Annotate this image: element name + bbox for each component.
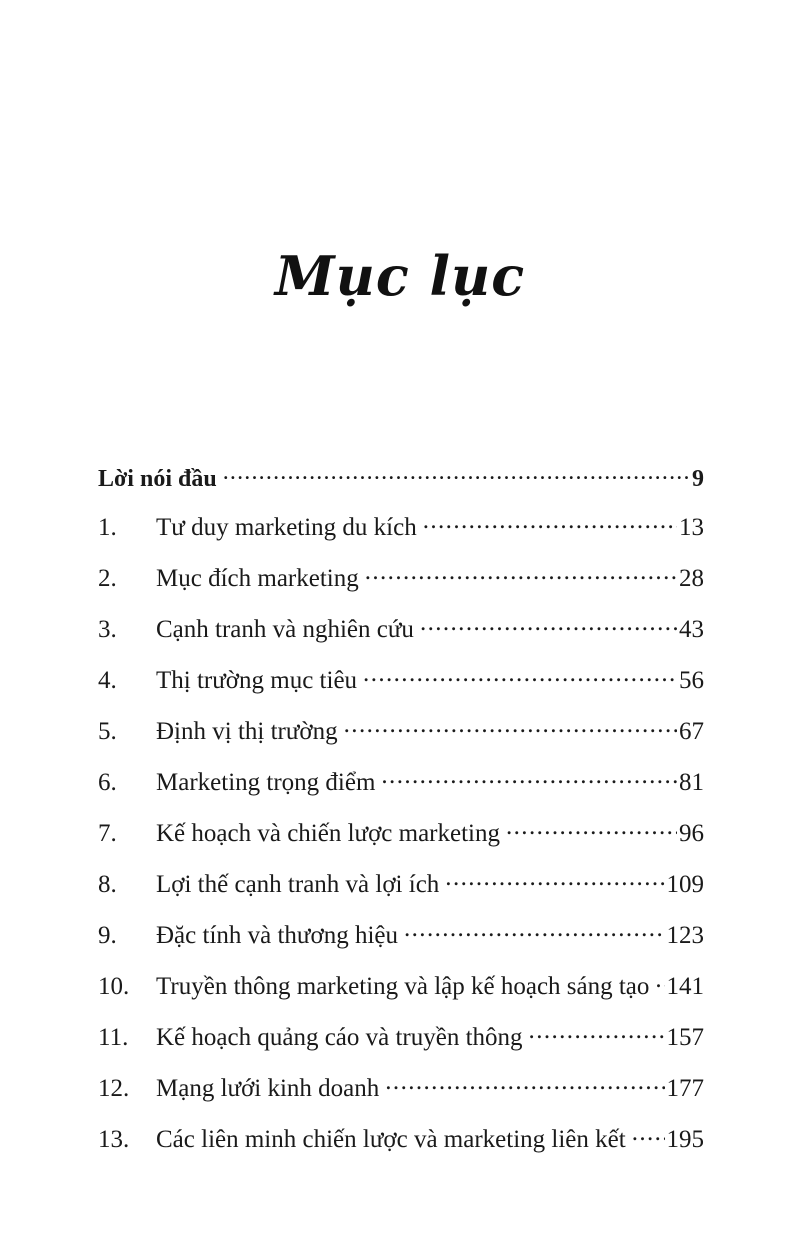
- toc-entry[interactable]: [98, 867, 704, 918]
- toc-entry-number: 12.: [98, 1075, 130, 1102]
- toc-entry-page-number: 157: [666, 1024, 704, 1051]
- toc-leader-dots: [506, 816, 677, 841]
- toc-entry-number: 13.: [98, 1126, 130, 1153]
- toc-leader-dots: [365, 561, 677, 586]
- toc-entry-page-number: 96: [679, 820, 704, 847]
- page-title: Mục lục: [274, 244, 526, 308]
- toc-entry[interactable]: [98, 510, 704, 561]
- toc-entry[interactable]: [98, 918, 704, 969]
- toc-entry-page-number: 177: [666, 1075, 704, 1102]
- toc-entry-label: Marketing trọng điểm: [156, 769, 376, 796]
- toc-entry-page-number: 67: [679, 718, 704, 745]
- toc-leader-dots: [363, 663, 677, 688]
- toc-entry-number: 11.: [98, 1024, 129, 1051]
- toc-entry[interactable]: [98, 714, 704, 765]
- toc-entry-number: 9.: [98, 922, 117, 949]
- toc-entry[interactable]: [98, 462, 704, 510]
- toc-entry-page-number: 56: [679, 667, 704, 694]
- toc-leader-dots: [223, 462, 690, 486]
- toc-entry-number: 1.: [98, 514, 117, 541]
- toc-entry-page-number: 28: [679, 565, 704, 592]
- toc-entry-label: Truyền thông marketing và lập kế hoạch sáng tạo: [156, 973, 650, 1000]
- toc-entry[interactable]: [98, 969, 704, 1020]
- toc-entry[interactable]: [98, 1071, 704, 1122]
- toc-entry[interactable]: [98, 561, 704, 612]
- toc-entry-page-number: 9: [692, 466, 704, 492]
- toc-leader-dots: [420, 612, 677, 637]
- toc-entry-number: 4.: [98, 667, 117, 694]
- toc-entry-page-number: 81: [679, 769, 704, 796]
- toc-entry[interactable]: [98, 816, 704, 867]
- toc-leader-dots: [344, 714, 677, 739]
- toc-entry-label: Mạng lưới kinh doanh: [156, 1075, 380, 1102]
- table-of-contents-list: [98, 462, 704, 1173]
- toc-entry[interactable]: [98, 1122, 704, 1173]
- toc-entry-number: 8.: [98, 871, 117, 898]
- toc-entry-number: 3.: [98, 616, 117, 643]
- toc-entry-label: Mục đích marketing: [156, 565, 359, 592]
- toc-entry-page-number: 123: [666, 922, 704, 949]
- toc-entry-number: 7.: [98, 820, 117, 847]
- toc-entry-number: 10.: [98, 973, 130, 1000]
- toc-entry-page-number: 109: [666, 871, 704, 898]
- toc-leader-dots: [423, 510, 677, 535]
- toc-entry-label: Định vị thị trường: [156, 718, 338, 745]
- toc-leader-dots: [404, 918, 665, 943]
- toc-entry-label: Tư duy marketing du kích: [156, 514, 417, 541]
- toc-entry-label: Cạnh tranh và nghiên cứu: [156, 616, 414, 643]
- toc-entry-label: Thị trường mục tiêu: [156, 667, 358, 694]
- toc-entry[interactable]: [98, 1020, 704, 1071]
- toc-entry-label: Đặc tính và thương hiệu: [156, 922, 398, 949]
- toc-leader-dots: [632, 1122, 665, 1147]
- toc-leader-dots: [385, 1071, 664, 1096]
- toc-entry-label: Lời nói đầu: [98, 466, 217, 492]
- toc-entry-page-number: 141: [666, 973, 704, 1000]
- toc-entry[interactable]: [98, 612, 704, 663]
- toc-entry[interactable]: [98, 765, 704, 816]
- toc-entry-page-number: 43: [679, 616, 704, 643]
- toc-leader-dots: [445, 867, 664, 892]
- toc-entry-label: Kế hoạch và chiến lược marketing: [156, 820, 500, 847]
- toc-entry-label: Kế hoạch quảng cáo và truyền thông: [156, 1024, 523, 1051]
- toc-leader-dots: [529, 1020, 665, 1045]
- toc-entry-label: Các liên minh chiến lược và marketing liên kết: [156, 1126, 626, 1153]
- toc-entry-page-number: 195: [666, 1126, 704, 1153]
- toc-entry-label: Lợi thế cạnh tranh và lợi ích: [156, 871, 440, 898]
- toc-entry[interactable]: [98, 663, 704, 714]
- toc-entry-page-number: 13: [679, 514, 704, 541]
- toc-entry-number: 2.: [98, 565, 117, 592]
- toc-entry-number: 6.: [98, 769, 117, 796]
- toc-leader-dots: [655, 969, 664, 994]
- toc-leader-dots: [381, 765, 677, 790]
- toc-entry-number: 5.: [98, 718, 117, 745]
